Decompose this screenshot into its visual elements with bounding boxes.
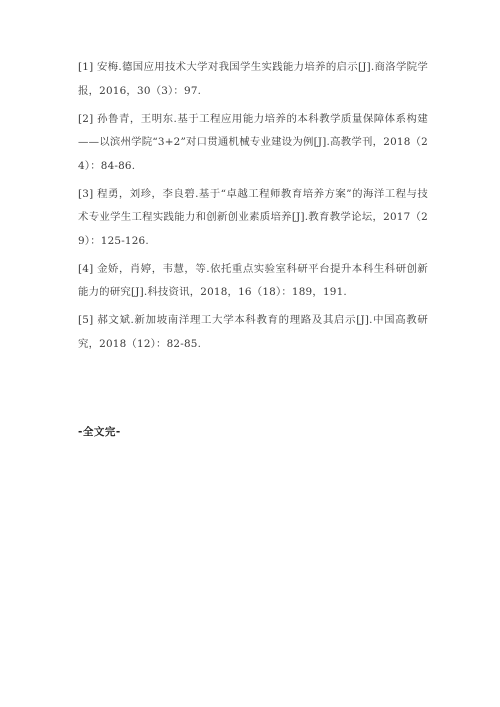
reference-item-5: [5] 郝文斌.新加坡南洋理工大学本科教育的理路及其启示[J].中国高教研究，2018（12）：82-85. [78,314,428,350]
reference-list [78,56,428,361]
reference-item-4: [4] 金娇，肖婷，韦慧，等.依托重点实验室科研平台提升本科生科研创新能力的研究[J].科技资讯，2018，16（18）：189，191. [78,262,428,298]
reference-item-3: [3] 程勇，刘珍，李良碧.基于“卓越工程师教育培养方案”的海洋工程与技术专业学生工程实践能力和创新创业素质培养[J].教育教学论坛，2017（29）：125-126. [78,187,428,247]
end-of-document-marker: -全文完- [78,426,121,438]
reference-item-1: [1] 安梅.德国应用技术大学对我国学生实践能力培养的启示[J].商洛学院学报，2016，30（3）：97. [78,61,428,97]
reference-item-2: [2] 孙鲁青，王明东.基于工程应用能力培养的本科教学质量保障体系构建——以滨州学院“3+2”对口贯通机械专业建设为例[J].高教学刊，2018（24）：84-86. [78,112,428,172]
